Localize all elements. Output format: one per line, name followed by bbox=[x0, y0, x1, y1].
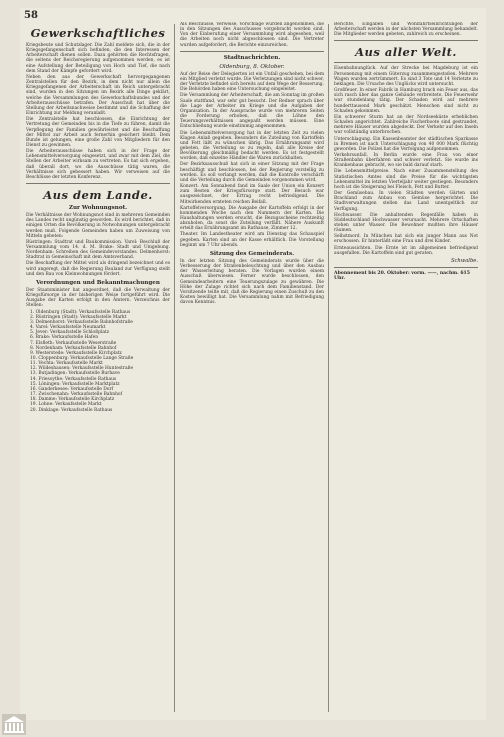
article-text: Die Arbeiterausschüsse haben sich in der Frage der Lebensmittelversorgung eingesetzt, und zwar mit dem Ziel, die Stellen der Arbeiter wirksam zu vertreten. Es hat sich ergeben, daß überall dort, wo die Ausschüsse tätig waren, die Verhältnisse sich gebessert haben. Wir verweisen auf die Beschlüsse der letzten Konferenz. bbox=[26, 149, 170, 180]
article-text: In der letzten Sitzung des Gemeinderats wurde über die Verbesserung der Straßenbeleuchtung und über den Ausbau der Wasserleitung beraten. Die Vorlagen wurden einem Ausschuß überwiesen. Ferner wurde beschlossen, den Gemeindearbeitern eine Teuerungszulage zu gewähren. Die Höhe der Zulage richtet sich nach dem Familienstand. Der Vorsitzende teilte mit, daß die Regierung einen Zuschuß zu den Kosten bewilligt hat. Die Versammlung nahm mit Befriedigung davon Kenntnis. bbox=[180, 258, 324, 306]
article-text: Ein schwerer Sturm hat an der Nordseeküste erheblichen Schaden angerichtet. Zahlreiche Fischerboote sind gestrandet, mehrere Häuser wurden abgedeckt. Der Verkehr auf den Inseln war vollständig unterbrochen. bbox=[334, 114, 478, 136]
library-building-logo-icon bbox=[2, 714, 26, 735]
list-item: 10. Cloppenburg: Verkaufsstelle Lange Straße bbox=[30, 355, 134, 361]
section-heading-aus-dem-lande: Aus dem Lande. bbox=[43, 188, 153, 203]
list-item: 7. Elsfleth: Verkaufsstelle Weserstraße bbox=[30, 340, 117, 346]
article-text: Als Beschlüsse, Verweise, Vorschläge wurden angenommen, die in den Sitzungen des Ausschusses vorgebracht worden sind. Von der Einberufung einer Versammlung wird abgesehen, weil die Arbeiten noch nicht abgeschlossen sind. Die Vertreter wurden aufgefordert, die Berichte einzureichen. bbox=[180, 22, 324, 48]
list-item: 17. Zwischenahn: Verkaufsstelle Bahnhof bbox=[30, 392, 123, 398]
signature: Schwalbe. bbox=[450, 257, 478, 264]
list-item: 4. Varel: Verkaufsstelle Neumarkt bbox=[30, 325, 106, 331]
article-text: Auf der Reise der Delegierten ist ein Unfall geschehen, bei dem ein Mitglied verletzt wurde. Die Verletzungen sind nicht schwer, der Verletzte befindet sich bereits auf dem Wege der Besserung. Die Behörden haben eine Untersuchung eingeleitet. bbox=[180, 71, 324, 93]
article-text: Großfeuer. In einer Fabrik in Hamburg brach ein Feuer aus, das sich rasch über das ganze Gebäude verbreitete. Die Feuerwehr war stundenlang tätig. Der Schaden wird auf mehrere hunderttausend Mark geschätzt. Menschen sind nicht zu Schaden gekommen. bbox=[334, 88, 478, 114]
article-text: Die Zentralstelle hat beschlossen, die Einrichtung der Vertretung der Gemeinden bis in die Tiefe zu führen, damit die Verpflegung der Familien gewährleistet und die Beschaffung der Mittel zur Arbeit auch fernerhin gesichert bleibt. Dem Bunde ist gelungen, eine große Zahl von Mitgliedern für den Dienst zu gewinnen. bbox=[26, 117, 170, 148]
article-text: Unterschlagung. Ein Kassenbeamter der städtischen Sparkasse in Bremen ist nach Unterschlagung von 40 000 Mark flüchtig geworden. Die Polizei hat die Verfolgung aufgenommen. bbox=[334, 136, 478, 152]
list-item: 8. Nordenham: Verkaufsstelle Bahnhof bbox=[30, 345, 117, 351]
section-heading-gewerkschaftliches: Gewerkschaftliches bbox=[30, 26, 166, 40]
list-item: 5. Jever: Verkaufsstelle Schloßplatz bbox=[30, 330, 110, 336]
column-rule bbox=[174, 24, 175, 712]
list-item: 14. Friesoythe: Verkaufsstelle Rathaus bbox=[30, 376, 117, 382]
list-item: 20. Dinklage: Verkaufsstelle Rathaus bbox=[30, 407, 113, 413]
subheading: Verordnungen und Bekanntmachungen bbox=[36, 279, 160, 286]
article-text: Die Verhältnisse der Wohnungsnot sind in mehreren Gemeinden des Landes recht ungünstig geworden. Es wird berichtet, daß in einigen Orten die Bevölkerung in Notwohnungen untergebracht werden muß. Folgende Gemeinden haben um Zuweisung von Mitteln gebeten: bbox=[26, 213, 170, 239]
list-item: 16. Ganderkesee: Verkaufsstelle Dorf bbox=[30, 386, 114, 392]
list-item: 1. Oldenburg (Stadt): Verkaufsstelle Rathaus bbox=[30, 309, 131, 315]
page-number: 58 bbox=[24, 10, 38, 21]
subheading: Sitzung des Gemeinderats. bbox=[209, 250, 295, 257]
article-text: Theater. Im Landestheater wird am Dienstag das Schauspiel gegeben. Karten sind an der Kasse erhältlich. Die Vorstellung beginnt um 7 Uhr abends. bbox=[180, 232, 324, 248]
article-text: Die Beschaffung der Mittel wird als dringend bezeichnet und es wird angeregt, daß die Regierung Bauland zur Verfügung stellt und den Bau von Kleinwohnungen fördert. bbox=[26, 261, 170, 277]
column-3 bbox=[334, 22, 478, 714]
divider bbox=[334, 267, 478, 268]
divider bbox=[334, 40, 478, 41]
article-text: Die Lebensmittelversorgung hat in der letzten Zeit zu vielen Klagen Anlaß gegeben. Besonders die Zuteilung von Kartoffeln und Fett läßt zu wünschen übrig. Das Ernährungsamt wird gebeten, die Verteilung so zu regeln, daß alle Kreise der Bevölkerung gleichmäßig bedacht werden. Es ist festgestellt worden, daß einzelne Händler die Waren zurückhalten. bbox=[180, 130, 324, 162]
list-item: 13. Butjadingen: Verkaufsstelle Burhave bbox=[30, 371, 120, 377]
subheading: Zur Wohnungsnot. bbox=[68, 205, 128, 212]
article-text: Neben den aus der Gewerkschaft hervorgegangenen Zentralstellen für den Bezirk, in dem nicht nur allein die Kriegsgefangenen der Arbeiterschaft im Reich untergebracht sind, wurden in den Sitzungen im Bezirk alle Dinge geklärt, welche die Versammlungen des Gewerkschaftsbundes und der Arbeiterausschüsse betrafen. Der Ausschuß hat über die Stellung der Arbeitsnachweise bestimmt und die Schaffung der Einrichtung zur Meldung veranlaßt. bbox=[26, 74, 170, 117]
article-text: Hochwasser. Die anhaltenden Regenfälle haben in Süddeutschland Hochwasser verursacht. Mehrere Ortschaften stehen unter Wasser. Die Bewohner mußten ihre Häuser räumen. bbox=[334, 212, 478, 234]
article-text: Rüstringen: Stadtrat und Baukommission. Varel: Beschluß der Versammlung vom 14. d. M. Brake: Stadt und Umgebung. Nordenham: Schreiben des Gemeindevorstandes. Delmenhorst: Stadtrat in Gemeinschaft mit dem Amtsverband. bbox=[26, 239, 170, 261]
footer-note: Abonnement bis 20. Oktober: vorm. ——, nachm. 615 Uhr. bbox=[334, 270, 470, 281]
list-item: 12. Wildeshausen: Verkaufsstelle Huntestraße bbox=[30, 366, 134, 372]
list-item: 19. Lohne: Verkaufsstelle Markt bbox=[30, 402, 102, 408]
list-item: 3. Delmenhorst: Verkaufsstelle Bahnhofstraße bbox=[30, 319, 133, 325]
divider bbox=[334, 62, 478, 63]
list-item: 2. Rüstringen (Stadt): Verkaufsstelle Markt bbox=[30, 314, 127, 320]
article-text: Kriegsbeute und Schutzlager. Die Zahl meldete sich, die in der Kriegsgefangenschaft sich befinden, die den Interessen der Arbeiterschaft dienen sollen. Dazu gehörten die Rechtsfragen, die seitens der Reichsregierung aufgenommen werden, es ist eine Aufstellung der Beteiligung von Hoch und Tief, die nach dem Stand der Kämpfe gefordert wird. bbox=[26, 43, 170, 74]
article-text: Die Lebensmittelpreise. Nach einer Zusammenstellung des Statistischen Amtes sind die Preise für die wichtigsten Lebensmittel im letzten Vierteljahr weiter gestiegen. Besonders hoch ist die Steigerung bei Fleisch, Fett und Butter. bbox=[334, 169, 478, 190]
newspaper-page bbox=[20, 8, 486, 720]
list-item: 6. Brake: Verkaufsstelle Hafen bbox=[30, 335, 99, 341]
article-text: Eisenbahnunglück. Auf der Strecke bei Magdeburg ist ein Personenzug mit einem Güterzug zusammengestoßen. Mehrere Wagen wurden zertrümmert. Es sind 3 Tote und 14 Verletzte zu beklagen. Die Ursache des Unglücks wird untersucht. bbox=[334, 66, 478, 87]
column-rule bbox=[328, 24, 329, 712]
article-text: Die Versammlung der Arbeiterschaft, die am Sonntag im großen Saale stattfand, war sehr gut besucht. Der Redner sprach über die Lage der Arbeiter im Kriege und die Aufgaben der Organisation. In der Aussprache wurde von mehreren Seiten die Forderung erhoben, daß die Löhne den Teuerungsverhältnissen angepaßt werden müssen. Eine Entschließung wurde einstimmig angenommen. bbox=[180, 93, 324, 130]
section-heading-aus-aller-welt: Aus aller Welt. bbox=[355, 45, 457, 60]
distribution-list bbox=[26, 310, 170, 413]
article-text: Verkehrsunfall. In Berlin wurde eine Frau von einer Straßenbahn überfahren und schwer verletzt. Sie wurde ins Krankenhaus gebracht, wo sie bald darauf starb. bbox=[334, 152, 478, 169]
article-text: Selbstmord. In München hat sich ein junger Mann aus Not erschossen. Er hinterläßt eine Frau und drei Kinder. bbox=[334, 234, 478, 245]
list-item: 11. Vechta: Verkaufsstelle Markt bbox=[30, 361, 103, 367]
column-2 bbox=[180, 22, 324, 714]
section-heading-stadtnachrichten: Stadtnachrichten. bbox=[223, 54, 281, 61]
article-text: Ernteaussichten. Die Ernte ist im allgemeinen befriedigend ausgefallen. Die Kartoffeln sind gut geraten. bbox=[334, 245, 478, 256]
divider bbox=[26, 183, 170, 184]
article-text: Der Bezirksausschuß hat sich in einer Sitzung mit der Frage beschäftigt und beschlossen, bei der Regierung vorstellig zu werden. Es soll verlangt werden, daß die Kontrolle verschärft und die Verteilung durch die Gemeinden vorgenommen wird. bbox=[180, 162, 324, 183]
list-item: 9. Westerstede: Verkaufsstelle Kirchplatz bbox=[30, 350, 122, 356]
article-text: Der Staatsminister hat angeordnet, daß die Verwaltung der Kriegsfürsorge in der bisherigen Weise fortgeführt wird. Die Ausgabe der Karten erfolgt in den Ämtern. Verzeichnis der Stellen: bbox=[26, 287, 170, 309]
divider bbox=[180, 51, 324, 52]
article-text: Konzert. Am Sonnabend fand im Saale der Union ein Konzert zum Besten der Kriegsfürsorge statt. Der Besuch war ausgezeichnet, der Ertrag recht befriedigend. Die Mitwirkenden ernteten reichen Beifall. bbox=[180, 184, 324, 205]
dateline: Oldenburg, 8. Oktober. bbox=[219, 63, 285, 70]
article-text: Der Gemüsebau. In vielen Städten werden Gärten und Brachland zum Anbau von Gemüse hergerichtet. Die Stadtverwaltungen stellen das Land unentgeltlich zur Verfügung. bbox=[334, 191, 478, 212]
column-1 bbox=[26, 22, 170, 714]
article-text: Kartoffelversorgung. Die Ausgabe der Kartoffeln erfolgt in der kommenden Woche nach den Nummern der Karten. Die Haushaltungen werden ersucht, die Bezugsscheine rechtzeitig abzuholen, da sonst die Zuteilung verfällt. Nähere Auskunft erteilt das Ernährungsamt im Rathause, Zimmer 12. bbox=[180, 205, 324, 232]
article-text: Berichte, Eingaben und Wohlfahrtseinrichtungen der Arbeiterschaft werden in der nächsten Versammlung behandelt. Die Mitglieder werden gebeten, zahlreich zu erscheinen. bbox=[334, 22, 478, 38]
list-item: 18. Damme: Verkaufsstelle Kirchplatz bbox=[30, 397, 115, 403]
list-item: 15. Löningen: Verkaufsstelle Marktplatz bbox=[30, 381, 120, 387]
